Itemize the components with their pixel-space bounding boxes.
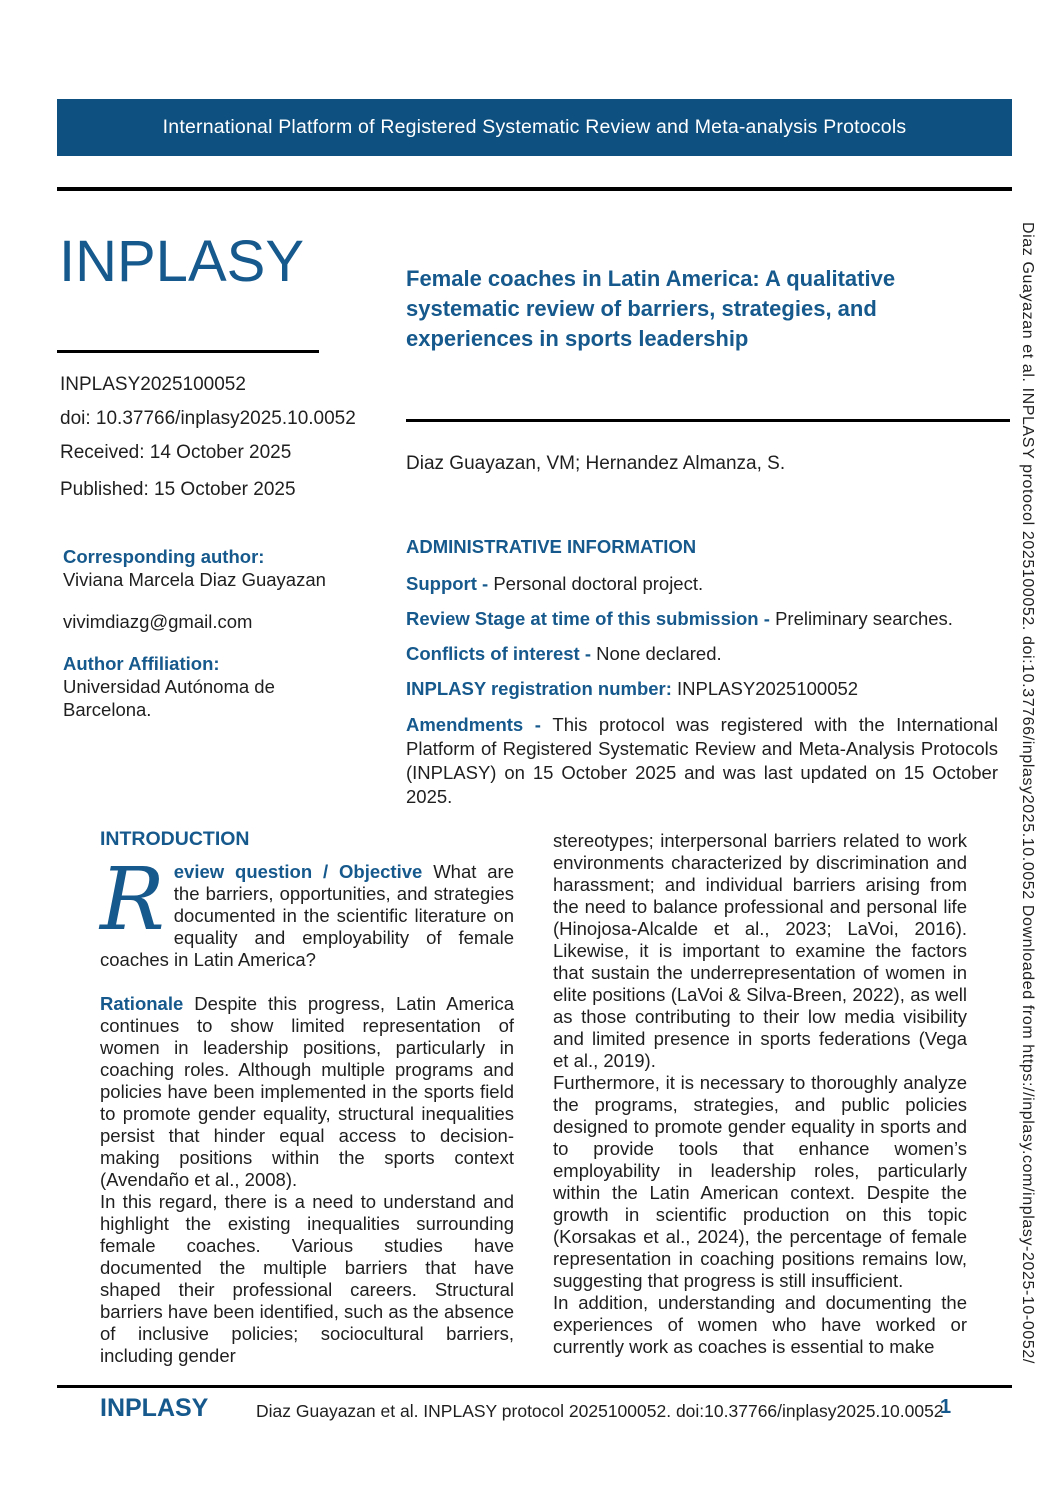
admin-registration-line [406,678,998,700]
corresponding-author-block [63,545,343,721]
support-label: Support - [406,573,494,594]
platform-banner-text: International Platform of Registered Systematic Review and Meta-analysis Protocols [162,116,907,138]
review-question-paragraph [100,850,515,971]
corresponding-author-name: Viviana Marcela Diaz Guayazan [63,569,326,590]
right-column-paragraph-2: Furthermore, it is necessary to thoroughly analyze the programs, strategies, and public policies designed to promote gender equality in sports and to provide tools that enhance women’s employability in leadership roles, particularly within the Latin American context. Despite the growth in scientific production on this topic (Korsakas et al., 2024), the percentage of female representation in coaching positions remains low, suggesting that progress is still insufficient. [553,1072,967,1291]
left-column-paragraph-2: In this regard, there is a need to understand and highlight the existing inequalities surrounding female coaches. Various studies have documented the multiple barriers that have shaped their professional careers. Structural barriers have been identified, such as the absence of inclusive policies; sociocultural barriers, including gender [100,1191,514,1366]
dropcap-letter: R [100,850,165,950]
doi-line: doi: 10.37766/inplasy2025.10.0052 [60,408,356,429]
support-value: Personal doctoral project. [493,573,704,594]
header-divider [57,187,1012,191]
admin-review-stage-line [406,608,998,630]
review-stage-label: Review Stage at time of this submission - [406,608,776,629]
received-date: Received: 14 October 2025 [60,442,292,463]
review-question-text: What are the barriers, opportunities, and strategies documented in the scientific literature on equality and employability of female coaches in Latin America? [100,861,515,970]
corresponding-author-email: vivimdiazg@gmail.com [63,611,253,632]
administrative-information [406,536,998,809]
title-divider [406,419,1010,422]
author-affiliation-label: Author Affiliation: [63,653,220,674]
review-question-label: eview question / Objective [173,861,434,882]
rationale-paragraph [100,993,514,1191]
logo-divider [57,350,319,353]
author-affiliation-value: Universidad Autónoma de Barcelona. [63,676,275,720]
footer-inplasy-logo: INPLASY [100,1394,209,1422]
registration-number-label: INPLASY registration number: [406,678,678,699]
article-title: Female coaches in Latin America: A qualitative systematic review of barriers, strategies, and experiences in sports leadership [406,266,896,351]
rationale-label: Rationale [100,993,195,1014]
admin-heading: ADMINISTRATIVE INFORMATION [406,536,697,557]
registration-number-value: INPLASY2025100052 [677,678,859,699]
article-authors: Diaz Guayazan, VM; Hernandez Almanza, S. [406,453,786,474]
right-column-paragraph-3: In addition, understanding and documenting the experiences of women who have worked or currently work as coaches is essential to make [553,1292,967,1357]
registration-meta [60,374,356,513]
page-number: 1 [940,1396,952,1418]
published-date: Published: 15 October 2025 [60,479,296,500]
rationale-text: Despite this progress, Latin America continues to show limited representation of women in leadership positions, particularly in coaching roles. Although multiple programs and policies have been implemented in the sports field to promote gender equality, structural inequalities persist that hinder equal access to decision-making positions within the sports context (Avendaño et al., 2008). [100,993,514,1190]
body-column-left [100,850,515,1367]
footer-divider [57,1385,1012,1388]
amendments-paragraph [406,713,998,809]
footer-citation: Diaz Guayazan et al. INPLASY protocol 2025100052. doi:10.37766/inplasy2025.10.0052 [256,1401,944,1421]
admin-support-line [406,573,998,595]
platform-banner [57,99,1012,156]
review-stage-value: Preliminary searches. [775,608,953,629]
admin-conflicts-line [406,643,998,665]
amendments-text: This protocol was registered with the International Platform of Registered Systematic Review and Meta-Analysis Protocols (INPLASY) on 15 October 2025 and was last updated on 15 October 2025. [406,714,998,807]
conflicts-value: None declared. [596,643,722,664]
corresponding-author-label: Corresponding author: [63,546,265,567]
inplasy-logo: INPLASY [59,229,304,294]
sidebar-watermark-text: Diaz Guayazan et al. INPLASY protocol 2025100052. doi:10.37766/inplasy2025.10.0052 Downloaded from https://inplasy.com/inplasy-2025-10-0052/ [1019,222,1036,1364]
registration-id: INPLASY2025100052 [60,374,246,395]
right-column-paragraph-1: stereotypes; interpersonal barriers related to work environments characterized by discrimination and harassment; and individual barriers arising from the need to balance professional and personal life (Hinojosa-Alcalde et al., 2023; LaVoi, 2016). Likewise, it is important to examine the factors that sustain the underrepresentation of women in elite positions (LaVoi & Silva-Breen, 2022), as well as those contributing to their low media visibility and limited presence in sports federations (Vega et al., 2019). [553,830,967,1071]
introduction-heading: INTRODUCTION [100,828,250,850]
amendments-label: Amendments - [406,714,553,735]
body-column-right [553,830,967,1358]
conflicts-label: Conflicts of interest - [406,643,597,664]
